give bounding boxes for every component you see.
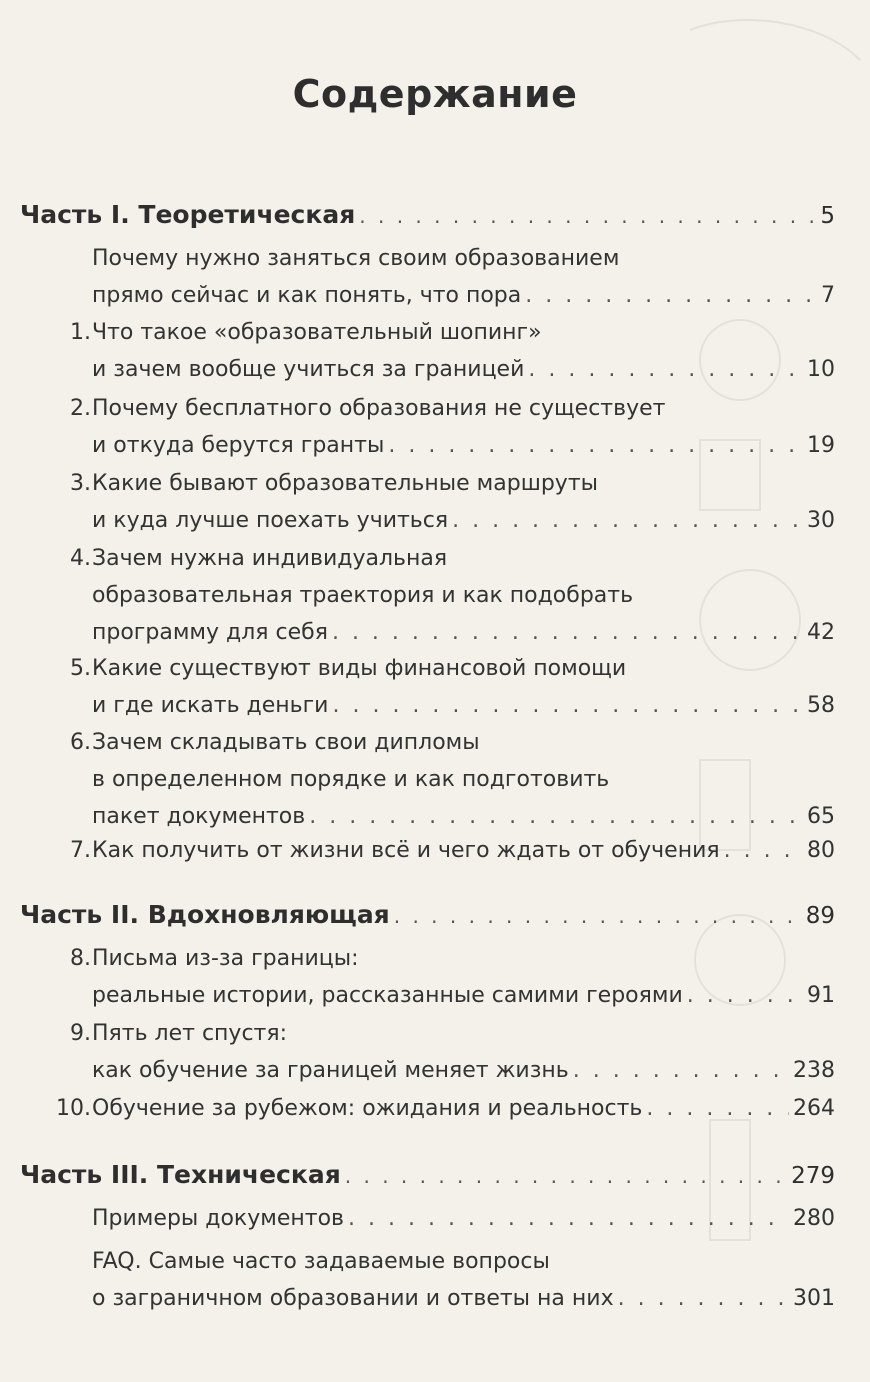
toc-part-2[interactable]	[20, 900, 835, 929]
entry-text: Примеры документов	[92, 1206, 345, 1231]
toc-entry[interactable]	[0, 832, 835, 869]
dot-leader	[332, 614, 803, 651]
entry-number: 5.	[70, 656, 91, 681]
entry-text: и где искать деньги	[92, 693, 329, 718]
toc-entry[interactable]	[0, 650, 835, 724]
entry-text: пакет документов	[92, 804, 306, 829]
entry-text: Зачем складывать свои дипломы	[92, 730, 480, 755]
toc-entry[interactable]	[0, 1200, 835, 1237]
dot-leader	[525, 277, 817, 314]
page-number: 7	[821, 283, 835, 308]
entry-text: прямо сейчас и как понять, что пора	[92, 283, 522, 308]
toc-entry[interactable]	[0, 724, 835, 835]
page-title: Содержание	[292, 72, 578, 116]
entry-text: образовательная траектория и как подобрать	[92, 583, 634, 608]
toc-entry[interactable]	[0, 314, 835, 388]
entry-text: и откуда берутся гранты	[92, 433, 385, 458]
entry-text: в определенном порядке и как подготовить	[92, 767, 610, 792]
page-number: 80	[807, 838, 835, 863]
entry-number: 6.	[70, 730, 91, 755]
dot-leader	[687, 977, 803, 1014]
dot-leader	[452, 502, 803, 539]
dot-leader	[394, 904, 802, 928]
page-number: 89	[805, 903, 835, 929]
entry-text: и зачем вообще учиться за границей	[92, 357, 525, 382]
entry-text: как обучение за границей меняет жизнь	[92, 1058, 569, 1083]
dot-leader	[646, 1090, 789, 1127]
entry-text: Обучение за рубежом: ожидания и реальность	[92, 1096, 643, 1121]
entry-text: о заграничном образовании и ответы на них	[92, 1286, 614, 1311]
page-number: 5	[820, 203, 835, 229]
dot-leader	[345, 1164, 787, 1188]
entry-number: 1.	[70, 320, 91, 345]
dot-leader	[388, 427, 803, 464]
toc-entry[interactable]	[0, 540, 835, 651]
page-number: 238	[793, 1058, 835, 1083]
part-title: Часть II. Вдохновляющая	[20, 900, 390, 929]
toc-entry[interactable]	[0, 1243, 835, 1317]
page-number: 264	[793, 1096, 835, 1121]
entry-number: 9.	[70, 1021, 91, 1046]
toc-entry[interactable]	[0, 1015, 835, 1089]
page-number: 19	[807, 433, 835, 458]
page-number: 10	[807, 357, 835, 382]
entry-text: программу для себя	[92, 620, 328, 645]
dot-leader	[332, 687, 803, 724]
entry-text: Почему бесплатного образования не существует	[92, 396, 666, 421]
page-number: 91	[807, 983, 835, 1008]
page-number: 279	[791, 1163, 835, 1189]
page-number: 30	[807, 508, 835, 533]
part-title: Часть III. Техническая	[20, 1160, 341, 1189]
dot-leader	[618, 1280, 789, 1317]
toc-part-1[interactable]	[20, 200, 835, 229]
entry-number: 4.	[70, 546, 91, 571]
entry-text: Зачем нужна индивидуальная	[92, 546, 448, 571]
entry-number: 7.	[70, 838, 91, 863]
dot-leader	[573, 1052, 789, 1089]
entry-text: и куда лучше поехать учиться	[92, 508, 449, 533]
entry-number: 2.	[70, 396, 91, 421]
dot-leader	[309, 798, 803, 835]
entry-text: Пять лет спустя:	[92, 1021, 288, 1046]
dot-leader	[528, 351, 803, 388]
entry-text: Какие существуют виды финансовой помощи	[92, 656, 627, 681]
entry-text: Письма из-за границы:	[92, 946, 359, 971]
toc-part-3[interactable]	[20, 1160, 835, 1189]
entry-number: 3.	[70, 471, 91, 496]
part-title: Часть I. Теоретическая	[20, 200, 356, 229]
entry-text: Какие бывают образовательные маршруты	[92, 471, 599, 496]
entry-number: 10.	[56, 1096, 91, 1121]
page-number: 301	[793, 1286, 835, 1311]
toc-entry[interactable]	[0, 465, 835, 539]
entry-text: Как получить от жизни всё и чего ждать от обучения	[92, 838, 720, 863]
entry-number: 8.	[70, 946, 91, 971]
page-number: 65	[807, 804, 835, 829]
entry-text: реальные истории, рассказанные самими героями	[92, 983, 683, 1008]
toc-entry[interactable]	[0, 940, 835, 1014]
page-number: 42	[807, 620, 835, 645]
dot-leader	[348, 1200, 789, 1237]
entry-text: Почему нужно заняться своим образованием	[92, 246, 620, 271]
dot-leader	[359, 204, 816, 228]
dot-leader	[724, 832, 803, 869]
toc-entry[interactable]	[0, 390, 835, 464]
page-number: 58	[807, 693, 835, 718]
toc-entry[interactable]	[0, 1090, 835, 1127]
entry-text: Что такое «образовательный шопинг»	[92, 320, 542, 345]
toc-entry[interactable]	[0, 240, 835, 314]
page-number: 280	[793, 1206, 835, 1231]
entry-text: FAQ. Самые часто задаваемые вопросы	[92, 1249, 550, 1274]
